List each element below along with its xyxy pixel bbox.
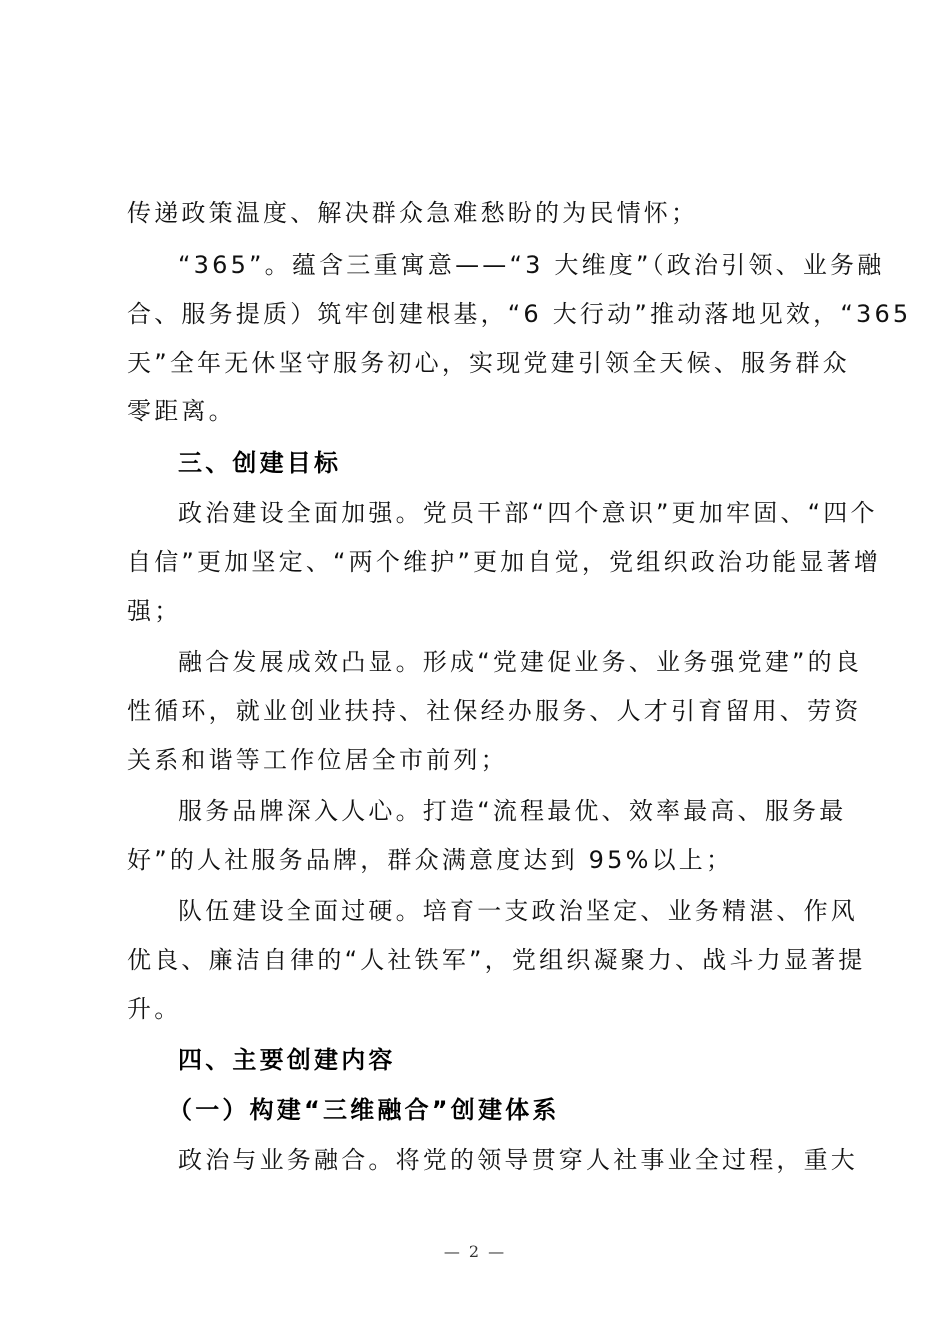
paragraph-line: 自信”更加坚定、“两个维护”更加自觉，党组织政治功能显著增: [127, 548, 882, 576]
page-number: — 2 —: [443, 1242, 507, 1261]
paragraph-line: 政治与业务融合。将党的领导贯穿人社事业全过程，重大: [178, 1146, 858, 1174]
paragraph-line: 队伍建设全面过硬。培育一支政治坚定、业务精湛、作风: [178, 897, 858, 925]
paragraph-line: 合、服务提质）筑牢创建根基，“6 大行动”推动落地见效，“365: [127, 300, 912, 328]
paragraph-line: “365”。蕴含三重寓意——“3 大维度”（政治引领、业务融: [178, 251, 885, 279]
section-heading-goals: 三、创建目标: [178, 449, 342, 477]
subsection-heading: （一）构建“三维融合”创建体系: [168, 1096, 560, 1124]
paragraph-line: 传递政策温度、解决群众急难愁盼的为民情怀；: [127, 199, 699, 227]
paragraph-line: 好”的人社服务品牌，群众满意度达到 95%以上；: [127, 846, 734, 874]
paragraph-line: 升。: [127, 995, 182, 1023]
section-heading-main-content: 四、主要创建内容: [178, 1046, 396, 1074]
paragraph-line: 融合发展成效凸显。形成“党建促业务、业务强党建”的良: [178, 648, 863, 676]
paragraph-line: 天”全年无休坚守服务初心，实现党建引领全天候、服务群众: [127, 349, 850, 377]
paragraph-line: 服务品牌深入人心。打造“流程最优、效率最高、服务最: [178, 797, 847, 825]
paragraph-line: 强；: [127, 597, 182, 625]
paragraph-line: 零距离。: [127, 397, 236, 425]
paragraph-line: 性循环，就业创业扶持、社保经办服务、人才引育留用、劳资: [127, 697, 862, 725]
paragraph-line: 优良、廉洁自律的“人社铁军”，党组织凝聚力、战斗力显著提: [127, 946, 866, 974]
paragraph-line: 政治建设全面加强。党员干部“四个意识”更加牢固、“四个: [178, 499, 878, 527]
paragraph-line: 关系和谐等工作位居全市前列；: [127, 746, 508, 774]
